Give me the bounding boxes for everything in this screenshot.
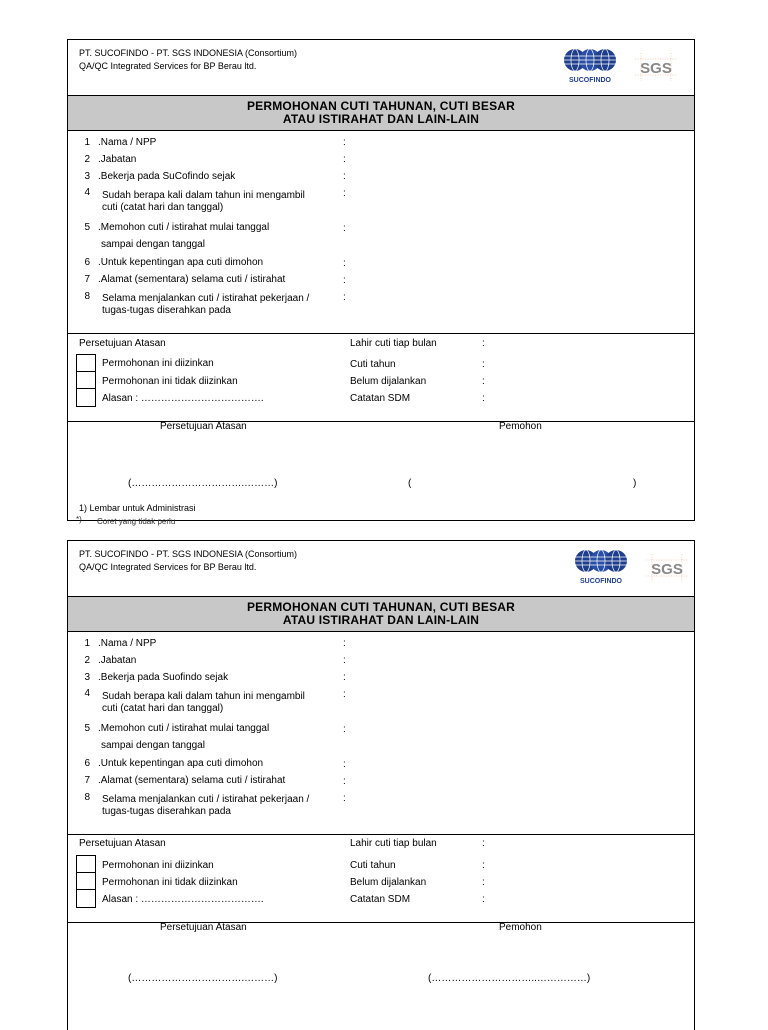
supervisor-signature-line: (…………………………….………)	[128, 973, 278, 984]
reject-checkbox[interactable]	[77, 873, 95, 890]
applicant-sign-open: (	[408, 478, 412, 489]
company-name: PT. SUCOFINDO - PT. SGS INDONESIA (Consortium)	[79, 549, 298, 559]
item-label: .Alamat (sementara) selama cuti / istirahat	[98, 775, 286, 786]
item-colon: :	[343, 672, 346, 683]
title-line-2: ATAU ISTIRAHAT DAN LAIN-LAIN	[282, 112, 480, 126]
sgs-logo-text: SGS	[651, 561, 683, 578]
not-taken-label: Belum dijalankan	[350, 376, 427, 387]
approve-checkbox[interactable]	[77, 355, 95, 372]
item-colon: :	[482, 393, 485, 404]
item-label: .Untuk kepentingan apa cuti dimohon	[98, 257, 264, 268]
item-colon: :	[482, 877, 485, 888]
item-label-cont: sampai dengan tanggal	[101, 239, 205, 250]
divider	[68, 834, 694, 835]
item-label-cont: tugas-tugas diserahkan pada	[102, 806, 231, 817]
item-colon: :	[482, 376, 485, 387]
item-colon: :	[482, 338, 485, 349]
sgs-logo-icon	[635, 53, 677, 81]
item-label: Selama menjalankan cuti / istirahat pekerjaan /	[102, 293, 310, 304]
item-colon: :	[482, 894, 485, 905]
leave-form-1	[67, 39, 695, 521]
item-colon: :	[482, 860, 485, 871]
item-colon: :	[343, 188, 346, 199]
item-label: .Alamat (sementara) selama cuti / istirahat	[98, 274, 286, 285]
reason-option: Alasan : ……………………………….	[102, 894, 264, 905]
hr-notes-label: Catatan SDM	[350, 894, 411, 905]
item-label: .Bekerja pada Suofindo sejak	[98, 672, 229, 683]
footnote-administration: 1) Lembar untuk Administrasi	[79, 503, 196, 513]
item-colon: :	[343, 154, 346, 165]
reject-option: Permohonan ini tidak diizinkan	[102, 376, 238, 387]
form-title	[68, 95, 694, 131]
form-header	[68, 541, 694, 596]
applicant-sign-close: )	[633, 478, 637, 489]
company-service: QA/QC Integrated Services for BP Berau ltd.	[79, 562, 257, 572]
item-label-cont: cuti (catat hari dan tanggal)	[102, 202, 224, 213]
reason-checkbox[interactable]	[77, 890, 95, 907]
item-number: 7	[84, 274, 90, 285]
annual-leave-label: Cuti tahun	[350, 359, 396, 370]
monthly-leave-label: Lahir cuti tiap bulan	[350, 838, 437, 849]
title-line-1: PERMOHONAN CUTI TAHUNAN, CUTI BESAR	[246, 99, 516, 113]
item-label: .Bekerja pada SuCofindo sejak	[98, 171, 236, 182]
approval-checkboxes	[76, 354, 96, 407]
item-label: .Memohon cuti / istirahat mulai tanggal	[98, 723, 270, 734]
item-number: 6	[84, 257, 90, 268]
supervisor-signature-line: (…………………………….………)	[128, 478, 278, 489]
supervisor-signature-label: Persetujuan Atasan	[160, 421, 247, 432]
company-service: QA/QC Integrated Services for BP Berau ltd.	[79, 61, 257, 71]
item-label: Selama menjalankan cuti / istirahat pekerjaan /	[102, 794, 310, 805]
item-number: 7	[84, 775, 90, 786]
reason-checkbox[interactable]	[77, 389, 95, 406]
sucofindo-logo-text: SUCOFINDO	[569, 77, 611, 84]
approval-heading: Persetujuan Atasan	[79, 838, 166, 849]
item-number: 8	[84, 291, 90, 302]
item-label: .Nama / NPP	[98, 137, 157, 148]
item-colon: :	[343, 655, 346, 666]
item-colon: :	[343, 223, 346, 234]
leave-form-2	[67, 540, 695, 1030]
applicant-signature-label: Pemohon	[499, 922, 542, 933]
item-colon: :	[343, 724, 346, 735]
approval-heading: Persetujuan Atasan	[79, 338, 166, 349]
approve-checkbox[interactable]	[77, 856, 95, 873]
item-label-cont: sampai dengan tanggal	[101, 740, 205, 751]
footnote-mark: *)	[76, 515, 82, 524]
item-label-cont: cuti (catat hari dan tanggal)	[102, 703, 224, 714]
annual-leave-label: Cuti tahun	[350, 860, 396, 871]
sucofindo-logo-icon	[573, 547, 629, 587]
sgs-logo-text: SGS	[640, 60, 672, 77]
item-number: 8	[84, 792, 90, 803]
company-name: PT. SUCOFINDO - PT. SGS INDONESIA (Consortium)	[79, 48, 298, 58]
item-colon: :	[482, 359, 485, 370]
item-colon: :	[343, 258, 346, 269]
reject-checkbox[interactable]	[77, 372, 95, 389]
item-label: .Jabatan	[98, 154, 137, 165]
form-title	[68, 596, 694, 632]
item-colon: :	[482, 838, 485, 849]
title-line-1: PERMOHONAN CUTI TAHUNAN, CUTI BESAR	[246, 600, 516, 614]
sucofindo-logo-text: SUCOFINDO	[580, 578, 622, 585]
item-number: 4	[84, 187, 90, 198]
applicant-signature-label: Pemohon	[499, 421, 542, 432]
form-header	[68, 40, 694, 95]
sgs-logo-icon	[646, 554, 688, 582]
approval-checkboxes	[76, 855, 96, 908]
item-colon: :	[343, 292, 346, 303]
item-colon: :	[343, 759, 346, 770]
item-number: 1	[84, 137, 90, 148]
approve-option: Permohonan ini diizinkan	[102, 860, 214, 871]
applicant-signature-line: (…………………………..……………)	[428, 973, 591, 984]
not-taken-label: Belum dijalankan	[350, 877, 427, 888]
hr-notes-label: Catatan SDM	[350, 393, 411, 404]
item-label: Sudah berapa kali dalam tahun ini mengambil	[102, 691, 305, 702]
item-number: 4	[84, 688, 90, 699]
item-label-cont: tugas-tugas diserahkan pada	[102, 305, 231, 316]
approve-option: Permohonan ini diizinkan	[102, 358, 214, 369]
item-number: 6	[84, 758, 90, 769]
item-label: Sudah berapa kali dalam tahun ini mengambil	[102, 190, 305, 201]
monthly-leave-label: Lahir cuti tiap bulan	[350, 338, 437, 349]
title-line-2: ATAU ISTIRAHAT DAN LAIN-LAIN	[282, 613, 480, 627]
item-colon: :	[343, 275, 346, 286]
item-number: 3	[84, 171, 90, 182]
item-label: .Memohon cuti / istirahat mulai tanggal	[98, 222, 270, 233]
item-colon: :	[343, 171, 346, 182]
item-number: 5	[84, 723, 90, 734]
reason-option: Alasan : ……………………………….	[102, 393, 264, 404]
item-label: .Nama / NPP	[98, 638, 157, 649]
item-number: 2	[84, 655, 90, 666]
item-number: 5	[84, 222, 90, 233]
item-label: .Jabatan	[98, 655, 137, 666]
item-label: .Untuk kepentingan apa cuti dimohon	[98, 758, 264, 769]
item-number: 2	[84, 154, 90, 165]
sucofindo-logo-icon	[562, 46, 618, 86]
item-colon: :	[343, 793, 346, 804]
item-number: 3	[84, 672, 90, 683]
item-colon: :	[343, 137, 346, 148]
item-number: 1	[84, 638, 90, 649]
item-colon: :	[343, 689, 346, 700]
item-colon: :	[343, 776, 346, 787]
divider	[68, 333, 694, 334]
footnote-strike: Coret yang tidak perlu	[97, 517, 176, 526]
supervisor-signature-label: Persetujuan Atasan	[160, 922, 247, 933]
item-colon: :	[343, 638, 346, 649]
reject-option: Permohonan ini tidak diizinkan	[102, 877, 238, 888]
